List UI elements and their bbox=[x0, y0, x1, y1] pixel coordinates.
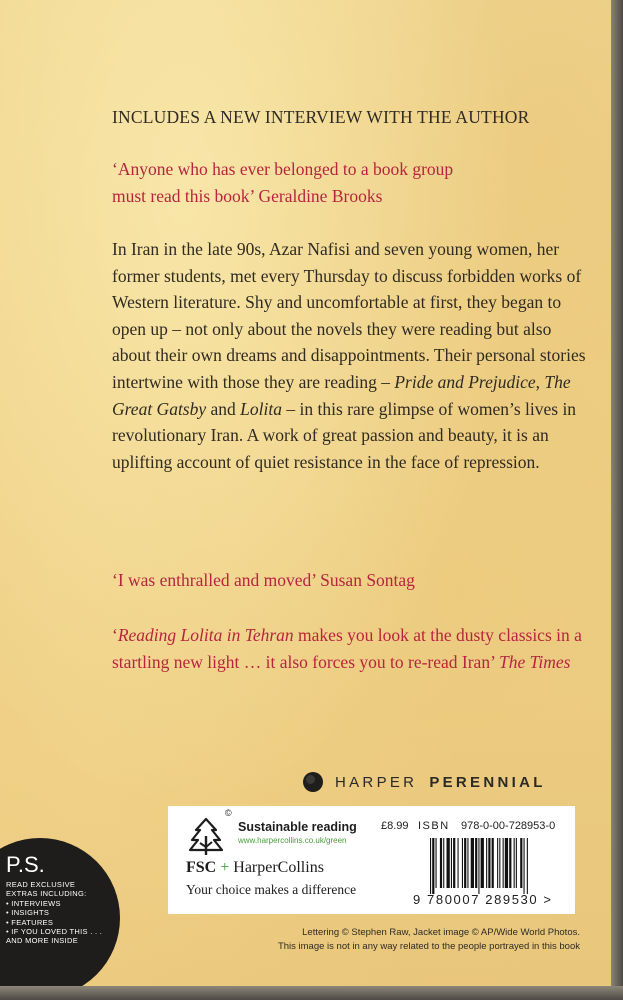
barcode-bar bbox=[436, 838, 437, 888]
quote-line: must read this book’ Geraldine Brooks bbox=[112, 186, 383, 206]
isbn-label: ISBN bbox=[418, 820, 450, 832]
barcode-bar bbox=[486, 838, 487, 888]
barcode-bar bbox=[492, 838, 494, 888]
fsc-label: FSC bbox=[186, 859, 217, 876]
isbn-barcode bbox=[430, 838, 568, 894]
barcode-bar bbox=[488, 838, 490, 888]
barcode-bar bbox=[432, 838, 434, 894]
barcode-bar bbox=[499, 838, 500, 888]
barcode-bar bbox=[481, 838, 484, 888]
barcode-bar bbox=[447, 838, 450, 888]
barcode-bar bbox=[497, 838, 498, 888]
barcode-bar bbox=[430, 838, 431, 894]
barcode-bar bbox=[467, 838, 468, 888]
barcode-bar bbox=[440, 838, 442, 888]
price: £8.99 bbox=[381, 820, 409, 832]
blurb-paragraph bbox=[112, 236, 592, 475]
barcode-bar bbox=[503, 838, 504, 888]
barcode-bar bbox=[520, 838, 522, 888]
quote-open: ‘ bbox=[112, 625, 118, 645]
barcode-bar bbox=[451, 838, 452, 888]
barcode-bar bbox=[471, 838, 474, 888]
credit-line: This image is not in any way related to the people portrayed in this book bbox=[277, 941, 580, 952]
barcode-bar bbox=[458, 838, 459, 888]
review-quote-brooks bbox=[112, 156, 582, 210]
image-credits bbox=[205, 926, 580, 954]
review-quote-times bbox=[112, 622, 592, 676]
harpercollins-label: HarperCollins bbox=[233, 859, 324, 876]
barcode-bar bbox=[475, 838, 477, 888]
quote-body: makes you look at the dusty classics in a startling new light … it also forces you to re-read Iran’ bbox=[112, 625, 582, 672]
quote-book-title: Reading Lolita in Tehran bbox=[117, 625, 294, 645]
scan-edge-bottom bbox=[0, 986, 623, 1000]
ps-badge-title: P.S. bbox=[6, 852, 45, 877]
fsc-tree-icon bbox=[186, 816, 226, 856]
quote-line: ‘Anyone who has ever belonged to a book group bbox=[112, 159, 454, 179]
fsc-harpercollins-line bbox=[186, 859, 324, 877]
isbn-number: 978-0-00-728953-0 bbox=[461, 820, 556, 832]
ps-badge-text bbox=[6, 880, 102, 946]
ps-line: READ EXCLUSIVE bbox=[6, 880, 76, 889]
sustainable-reading-title: Sustainable reading bbox=[238, 820, 357, 834]
ps-line: • INTERVIEWS bbox=[6, 898, 61, 908]
ps-line: • FEATURES bbox=[6, 917, 54, 927]
publisher-name-light: HARPER bbox=[335, 773, 418, 791]
barcode-bar bbox=[509, 838, 511, 888]
ps-line: AND MORE INSIDE bbox=[6, 936, 79, 946]
book-title-great-gatsby: The Great Gatsby bbox=[112, 371, 571, 419]
publisher-name-bold: PERENNIAL bbox=[429, 773, 546, 791]
headline: INCLUDES A NEW INTERVIEW WITH THE AUTHOR bbox=[112, 107, 530, 127]
blurb-separator: and bbox=[206, 398, 241, 419]
barcode-bar bbox=[464, 838, 466, 888]
barcode-bar bbox=[453, 838, 455, 888]
barcode-panel bbox=[168, 806, 575, 914]
barcode-bar bbox=[443, 838, 444, 888]
barcode-bar bbox=[527, 838, 528, 894]
barcode-bar bbox=[516, 838, 517, 888]
quote-source: The Times bbox=[498, 652, 571, 672]
barcode-digits: 9 780007 289530 > bbox=[413, 892, 553, 907]
choice-tagline: Your choice makes a difference bbox=[186, 882, 357, 897]
blurb-text: – in this rare glimpse of women’s lives in revolutionary Iran. A work of great passion and beauty, it is an uplifting account of quiet resistance in the face of repression. bbox=[112, 398, 577, 472]
ps-line: • IF YOU LOVED THIS . . . bbox=[6, 927, 103, 937]
ps-line: EXTRAS INCLUDING: bbox=[6, 889, 87, 899]
barcode-bar bbox=[524, 838, 525, 894]
publisher-imprint bbox=[303, 770, 546, 794]
plus-sign: + bbox=[220, 859, 230, 876]
barcode-bar bbox=[505, 838, 508, 888]
book-title-lolita: Lolita bbox=[240, 398, 282, 419]
barcode-bar bbox=[478, 838, 479, 894]
harper-perennial-logo-icon bbox=[303, 772, 323, 792]
barcode-bar bbox=[462, 838, 463, 888]
credit-line: Lettering © Stephen Raw, Jacket image © AP/Wide World Photos. bbox=[302, 927, 580, 938]
scan-edge-right bbox=[611, 0, 623, 1000]
review-quote-sontag: ‘I was enthralled and moved’ Susan Sontag bbox=[112, 570, 415, 590]
blurb-text: In Iran in the late 90s, Azar Nafisi and seven young women, her former students, met every Thursday to discuss forbidden works of Western literature. Shy and uncomfortable at first, they began to open up – not only about the novels they were reading but also about their own dreams and disappointments. Their personal stories intertwine with those they are reading – bbox=[112, 239, 586, 392]
book-title-pride-and-prejudice: Pride and Prejudice bbox=[394, 371, 536, 392]
blurb-separator: , bbox=[535, 371, 545, 392]
sustainable-reading-url: www.harpercollins.co.uk/green bbox=[238, 836, 347, 845]
copyright-symbol: © bbox=[225, 808, 232, 818]
barcode-bar bbox=[514, 838, 515, 888]
ps-line: • INSIGHTS bbox=[6, 908, 50, 918]
